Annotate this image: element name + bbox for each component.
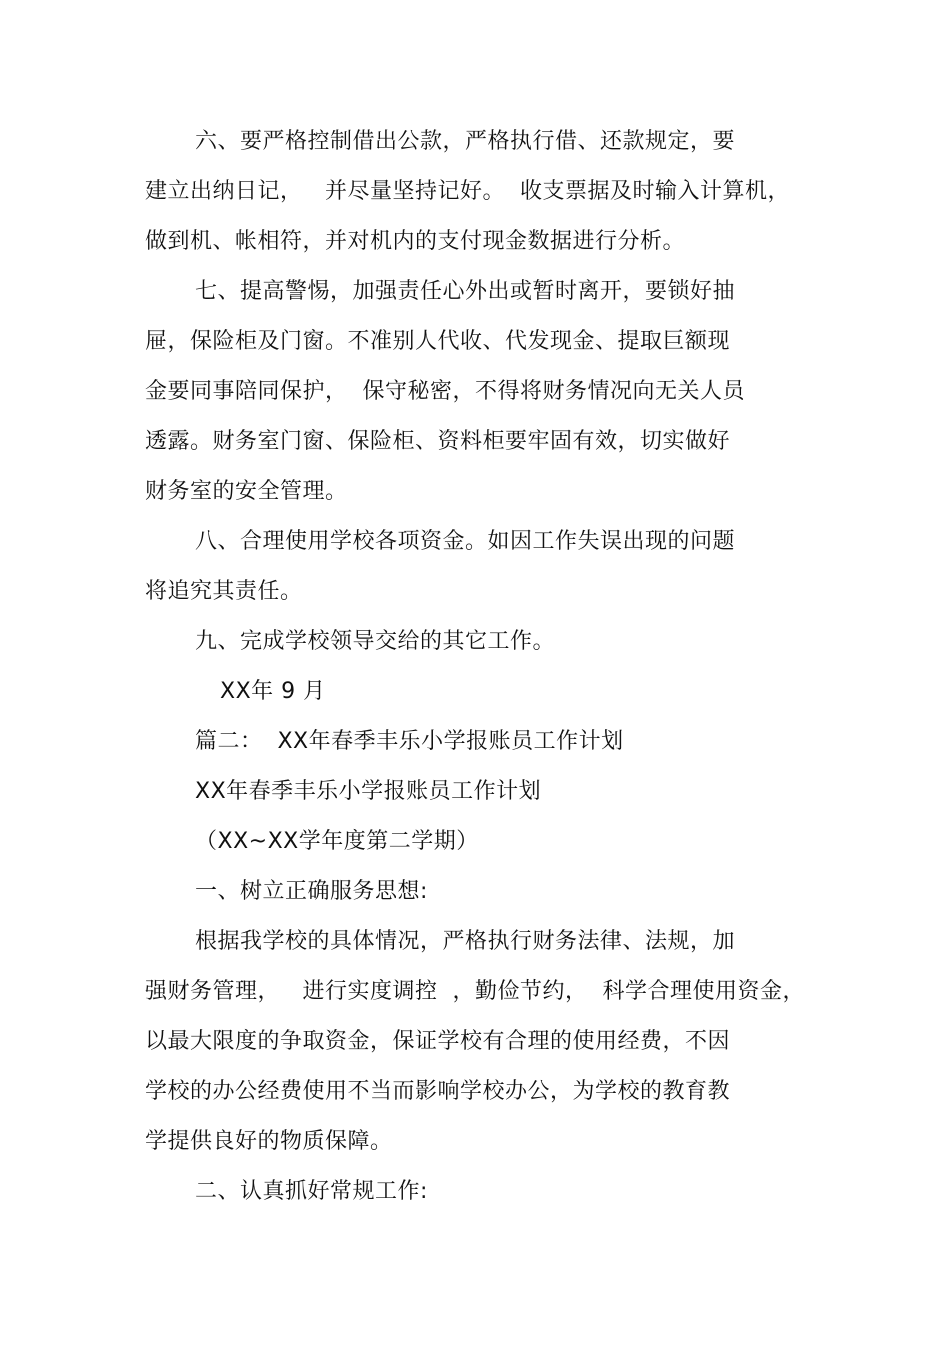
document-title: XX年春季丰乐小学报账员工作计划 (195, 779, 542, 804)
heading-2: 二、认真抓好常规工作: (195, 1179, 428, 1204)
paragraph-7-line-3: 金要同事陪同保护， 保守秘密，不得将财务情况向无关人员 (145, 379, 745, 404)
paragraph-6-line-2: 建立出纳日记， 并尽量坚持记好。 收支票据及时输入计算机， (145, 179, 790, 204)
paragraph-7-line-1: 七、提高警惕，加强责任心外出或暂时离开，要锁好抽 (195, 279, 736, 304)
document-subtitle: （XX~XX学年度第二学期） (195, 829, 479, 854)
paragraph-7-line-2: 屉，保险柜及门窗。不准别人代收、代发现金、提取巨额现 (145, 329, 731, 354)
heading-1: 一、树立正确服务思想: (195, 879, 428, 904)
paragraph-7-line-4: 透露。财务室门窗、保险柜、资料柜要牢固有效，切实做好 (145, 429, 731, 454)
paragraph-6-line-3: 做到机、帐相符，并对机内的支付现金数据进行分析。 (145, 229, 686, 254)
paragraph-9: 九、完成学校领导交给的其它工作。 (195, 629, 556, 654)
section-heading: 篇二： XX年春季丰乐小学报账员工作计划 (195, 729, 624, 754)
date-line: XX年 9 月 (220, 679, 326, 704)
paragraph-body-line-5: 学提供良好的物质保障。 (145, 1129, 393, 1154)
paragraph-8-line-2: 将追究其责任。 (145, 579, 303, 604)
paragraph-6-line-1: 六、要严格控制借出公款，严格执行借、还款规定，要 (195, 129, 736, 154)
paragraph-body-line-3: 以最大限度的争取资金，保证学校有合理的使用经费，不因 (145, 1029, 731, 1054)
paragraph-body-line-2: 强财务管理， 进行实度调控 ，勤俭节约， 科学合理使用资金， (145, 979, 805, 1004)
paragraph-7-line-5: 财务室的安全管理。 (145, 479, 348, 504)
paragraph-8-line-1: 八、合理使用学校各项资金。如因工作失误出现的问题 (195, 529, 736, 554)
paragraph-body-line-1: 根据我学校的具体情况，严格执行财务法律、法规，加 (195, 929, 736, 954)
paragraph-body-line-4: 学校的办公经费使用不当而影响学校办公，为学校的教育教 (145, 1079, 731, 1104)
